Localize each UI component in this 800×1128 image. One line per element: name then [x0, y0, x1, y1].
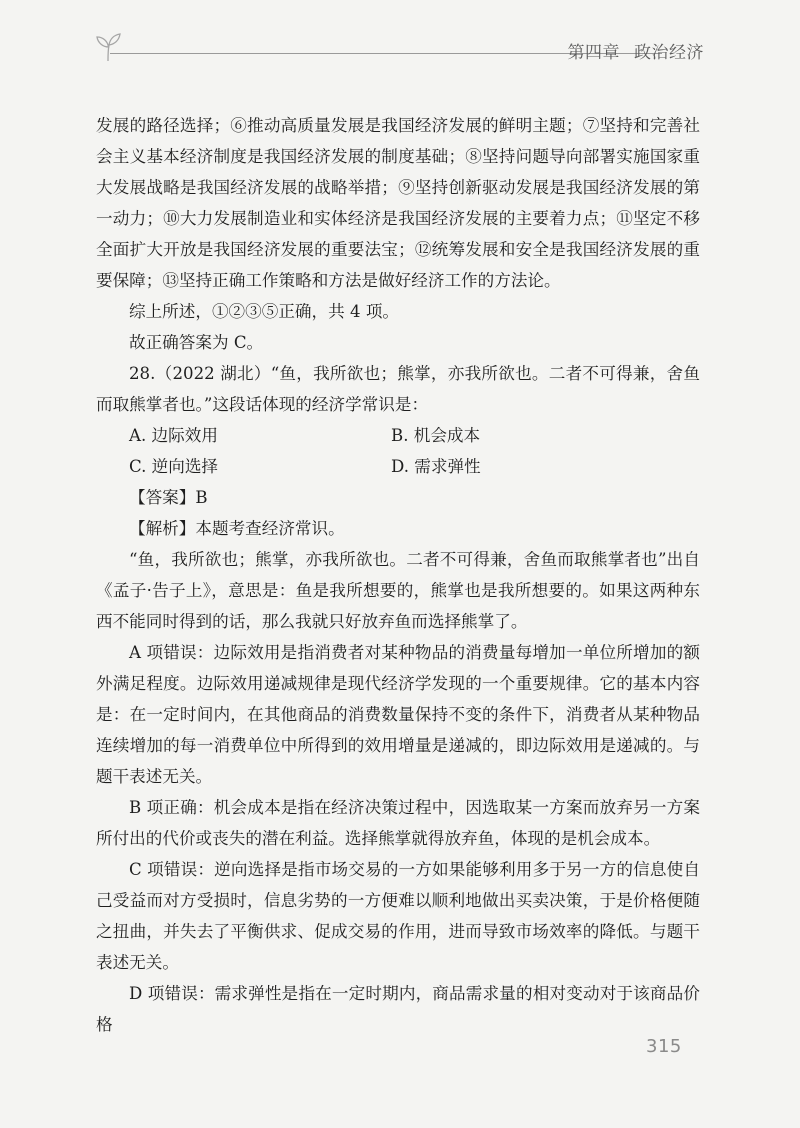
running-header: [92, 28, 704, 68]
sprout-icon: [92, 28, 124, 64]
analysis-text: 本题考查经济常识。: [195, 519, 345, 538]
options-row-1: [96, 420, 700, 451]
chapter-number: 第四章: [567, 43, 620, 63]
analysis-paragraph-b: B 项正确：机会成本是指在经济决策过程中，因选取某一方案而放弃另一方案所付出的代价或丧失的潜在利益。选择熊掌就得放弃鱼，体现的是机会成本。: [96, 798, 700, 848]
option-c: C. 逆向选择: [129, 457, 219, 476]
analysis-paragraph-d: D 项错误：需求弹性是指在一定时期内，商品需求量的相对变动对于该商品价格: [96, 984, 700, 1034]
answer-value: B: [195, 488, 208, 507]
chapter-name: 政治经济: [634, 43, 704, 63]
summary-line: 综上所述，①②③⑤正确，共 4 项。: [129, 302, 400, 321]
answer-label: 【答案】: [129, 488, 196, 507]
page-body: [96, 110, 700, 1040]
paragraph-continued: 发展的路径选择；⑥推动高质量发展是我国经济发展的鲜明主题；⑦坚持和完善社会主义基本经济制度是我国经济发展的制度基础；⑧坚持问题导向部署实施国家重大发展战略是我国经济发展的战略举措；⑨坚持创新驱动发展是我国经济发展的第一动力；⑩大力发展制造业和实体经济是我国经济发展的主要着力点；⑪坚定不移全面扩大开放是我国经济发展的重要法宝；⑫统筹发展和安全是我国经济发展的重要保障；⑬坚持正确工作策略和方法是做好经济工作的方法论。: [96, 116, 700, 290]
option-b: B. 机会成本: [391, 426, 481, 445]
analysis-paragraph-a: A 项错误：边际效用是指消费者对某种物品的消费量每增加一单位所增加的额外满足程度。边际效用递减规律是现代经济学发现的一个重要规律。它的基本内容是：在一定时间内，在其他商品的消费数量保持不变的条件下，消费者从某种物品连续增加的每一消费单位中所得到的效用增量是递减的，即边际效用是递减的。与题干表述无关。: [96, 643, 700, 786]
analysis-line: [96, 513, 700, 544]
page-number: 315: [646, 1036, 682, 1057]
option-d: D. 需求弹性: [391, 457, 481, 476]
analysis-label: 【解析】: [129, 519, 196, 538]
question-stem: 28.（2022 湖北）“鱼，我所欲也；熊掌，亦我所欲也。二者不可得兼，舍鱼而取熊掌者也。”这段话体现的经济学常识是：: [96, 364, 700, 414]
conclusion-line: 故正确答案为 C。: [129, 333, 264, 352]
chapter-title: [568, 38, 705, 63]
option-a: A. 边际效用: [129, 426, 218, 445]
options-row-2: [96, 451, 700, 482]
analysis-paragraph-source: “鱼，我所欲也；熊掌，亦我所欲也。二者不可得兼，舍鱼而取熊掌者也”出自《孟子·告子上》，意思是：鱼是我所想要的，熊掌也是我所想要的。如果这两种东西不能同时得到的话，那么我就只好放弃鱼而选择熊掌了。: [96, 550, 700, 631]
analysis-paragraph-c: C 项错误：逆向选择是指市场交易的一方如果能够利用多于另一方的信息使自己受益而对方受损时，信息劣势的一方便难以顺利地做出买卖决策，于是价格便随之扭曲，并失去了平衡供求、促成交易的作用，进而导致市场效率的降低。与题干表述无关。: [96, 860, 700, 972]
answer-line: [96, 482, 700, 513]
